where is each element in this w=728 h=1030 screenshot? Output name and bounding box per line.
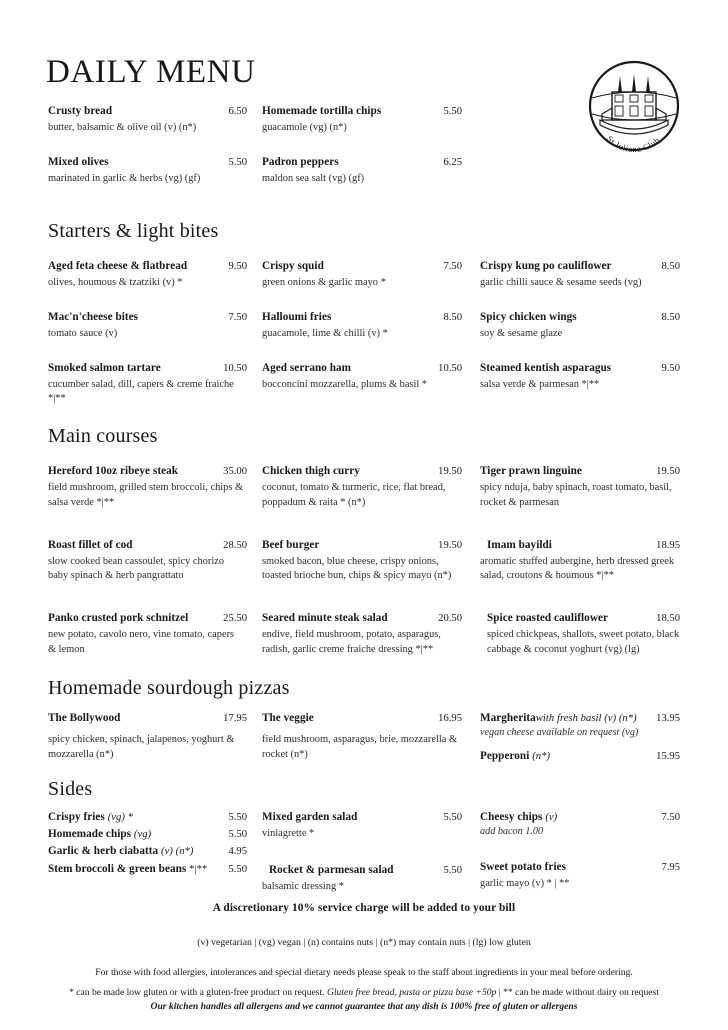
menu-item (262, 810, 462, 842)
dish-price: 5.50 (443, 864, 462, 876)
pizzas-column-1 (48, 711, 247, 776)
menu-item (48, 259, 247, 291)
dish-description: garlic mayo (v) * | ** (480, 878, 570, 889)
menu-item (48, 611, 247, 658)
menu-item (48, 104, 247, 136)
dish-name-suffix: (vg) * (107, 812, 134, 823)
dish-name-suffix: *|** (189, 863, 208, 875)
dish-description: salsa verde & parmesan *|** (480, 378, 600, 390)
dish-price: 19.50 (656, 466, 680, 477)
menu-item (48, 155, 247, 187)
dish-description: bocconcini mozzarella, plums & basil * (262, 378, 428, 390)
menu-item (480, 310, 680, 342)
dish-description: new potato, cavolo nero, vine tomato, capers & lemon (48, 629, 235, 655)
gf-italic: Gluten free bread, pasta or pizza base +50p (326, 987, 497, 998)
menu-item (262, 310, 462, 342)
starters-column-2 (262, 259, 462, 405)
dish-name: Aged serrano ham (262, 361, 352, 374)
dish-description: smoked bacon, blue cheese, crispy onions, toasted brioche bun, chips & spicy mayo (n*) (262, 555, 452, 582)
menu-item (48, 310, 247, 342)
pizzas-column-3 (480, 711, 680, 776)
dish-name: Mixed garden salad (262, 811, 358, 823)
dish-name: Homemade tortilla chips (262, 105, 382, 117)
mains-column-2 (262, 464, 462, 671)
menu-item (262, 361, 462, 393)
dish-subnote: add bacon 1.00 (480, 826, 544, 838)
dish-name-main: Cheesy chips (480, 811, 543, 823)
menu-item (480, 611, 680, 658)
dish-price: 35.00 (223, 466, 247, 477)
menu-footer (0, 902, 728, 1012)
dish-price: 7.50 (661, 812, 680, 823)
dish-description: olives, houmous & tzatziki (v) * (48, 277, 183, 288)
dish-name: Halloumi fries (262, 310, 332, 323)
dish-price: 5.50 (228, 156, 247, 168)
dish-name (480, 810, 563, 824)
dish-price: 19.50 (438, 466, 462, 477)
menu-item (262, 611, 462, 658)
dish-price: 8.50 (443, 311, 462, 323)
dish-price: 15.95 (656, 751, 680, 762)
menu-item (48, 810, 247, 824)
dish-price: 7.50 (228, 311, 247, 323)
dish-description: spicy nduja, baby spinach, roast tomato, basil, rocket & parmesan (480, 482, 672, 508)
snacks-column-2 (262, 104, 462, 200)
menu-item (48, 844, 247, 858)
menu-item (48, 862, 247, 876)
dish-description: cucumber salad, dill, capers & creme fraiche *|** (48, 378, 234, 405)
dish-name-suffix: (vg) (133, 829, 152, 841)
dish-price: 7.95 (661, 862, 680, 873)
dish-description: marinated in garlic & herbs (vg) (gf) (48, 172, 201, 184)
service-charge-note: A discretionary 10% service charge will be added to your bill (212, 902, 516, 914)
dish-description: soy & sesame glaze (480, 327, 563, 339)
dish-name: Tiger prawn linguine (480, 465, 582, 477)
dish-name: Rocket & parmesan salad (269, 863, 394, 876)
menu-item (48, 827, 247, 841)
dish-name: The Bollywood (48, 712, 121, 724)
dish-name: The veggie (262, 712, 314, 724)
menu-item (480, 749, 680, 763)
dish-description: maldon sea salt (vg) (gf) (262, 172, 365, 184)
dish-description: guacamole, lime & chilli (v) * (262, 327, 388, 339)
dish-price: 10.50 (223, 362, 247, 374)
section-heading-sides: Sides (48, 778, 93, 800)
dish-description: field mushroom, grilled stem broccoli, chips & salsa verde *|** (48, 482, 244, 508)
dish-name: Steamed kentish asparagus (480, 361, 612, 374)
menu-item (262, 104, 462, 136)
menu-item (480, 361, 680, 393)
dish-price: 10.50 (438, 362, 462, 374)
dish-price: 5.50 (443, 812, 462, 823)
menu-item (48, 711, 247, 763)
mains-column-3 (480, 464, 680, 671)
sides-column-3 (480, 810, 680, 905)
dish-name: Seared minute steak salad (262, 612, 388, 625)
menu-item (480, 860, 680, 892)
snacks-column-1 (48, 104, 247, 200)
dish-price: 7.50 (443, 261, 462, 272)
dish-price: 5.50 (228, 829, 247, 841)
menu-item (262, 155, 462, 187)
dish-description: butter, balsamic & olive oil (v) (n*) (48, 122, 197, 133)
dish-name: Imam bayildi (487, 538, 552, 551)
dish-name-main: Homemade chips (48, 828, 132, 841)
dish-price: 16.95 (438, 713, 462, 724)
dish-price: 28.50 (223, 539, 247, 551)
starters-column-1 (48, 259, 247, 420)
dish-price: 9.50 (661, 362, 680, 374)
starters-column-3 (480, 259, 680, 405)
dish-name (48, 827, 157, 841)
gf-prefix: * can be made low gluten or with a gluten-free product on request. (69, 987, 325, 998)
dish-name (48, 844, 199, 858)
dish-name (480, 711, 643, 725)
dish-description: guacamole (vg) (n*) (262, 122, 347, 133)
dish-price: 6.25 (443, 156, 462, 168)
menu-item (262, 259, 462, 291)
dish-price: 5.50 (228, 812, 247, 823)
dietary-key-line: (v) vegetarian | (vg) vegan | (n) contains nuts | (n*) may contain nuts | (lg) low gluten (197, 937, 531, 948)
menu-item (48, 361, 247, 408)
dish-name: Aged feta cheese & flatbread (48, 260, 188, 272)
dish-name-main: Stem broccoli & green beans (48, 862, 187, 875)
dish-price: 17.95 (223, 713, 247, 724)
dish-name: Crusty bread (48, 105, 113, 117)
dish-description: slow cooked bean cassoulet, spicy chorizo baby spinach & herb pangrattato (48, 555, 225, 582)
menu-item (48, 538, 247, 585)
dish-name: Crispy kung po cauliflower (480, 260, 612, 272)
dish-name: Roast fillet of cod (48, 538, 133, 551)
dish-name-main: Garlic & herb ciabatta (48, 845, 159, 858)
dish-price: 4.95 (228, 846, 247, 858)
dish-name (48, 862, 213, 876)
dish-description: endive, field mushroom, potato, asparagus, radish, garlic creme fraiche dressing *|** (262, 629, 441, 655)
dish-name: Mixed olives (48, 155, 109, 168)
sides-column-1 (48, 810, 247, 879)
dish-description: viniagrette * (262, 828, 315, 839)
dish-name-suffix: (v) (545, 812, 558, 823)
dish-price: 8.50 (661, 261, 680, 272)
dish-subnote: vegan cheese available on request (vg) (480, 727, 639, 739)
dish-name: Smoked salmon tartare (48, 361, 161, 374)
menu-item (262, 711, 462, 763)
dish-price: 6.50 (228, 106, 247, 117)
logo-text: St Juliana Club (604, 133, 662, 155)
dish-name (48, 810, 139, 824)
dish-name: Spicy chicken wings (480, 310, 577, 323)
dish-price: 9.50 (228, 261, 247, 272)
dish-name: Hereford 10oz ribeye steak (48, 465, 179, 477)
dish-description: aromatic stuffed aubergine, herb dressed greek salad, croutons & houmous *|** (480, 555, 675, 582)
section-heading-starters: Starters & light bites (48, 220, 219, 242)
dish-description: spiced chickpeas, shallots, sweet potato, black cabbage & coconut yoghurt (vg) (lg) (487, 629, 680, 655)
dish-name-suffix: (n*) (532, 751, 551, 762)
gf-suffix: | ** can be made without dairy on request (498, 987, 659, 998)
dish-description: garlic chilli sauce & sesame seeds (vg) (480, 277, 642, 288)
dish-name: Panko crusted pork schnitzel (48, 612, 189, 625)
mains-column-1 (48, 464, 247, 671)
menu-item (262, 464, 462, 511)
menu-item (480, 711, 680, 740)
dish-price: 8.50 (661, 311, 680, 323)
menu-item (262, 538, 462, 585)
dish-name: Spice roasted cauliflower (487, 612, 608, 625)
menu-item (480, 538, 680, 585)
snacks-section (0, 104, 728, 189)
dish-price: 25.50 (223, 613, 247, 625)
dish-name: Mac'n'cheese bites (48, 310, 139, 323)
dish-description: spicy chicken, spinach, jalapenos, yoghurt & mozzarella (n*) (48, 734, 235, 760)
dish-name: Chicken thigh curry (262, 465, 360, 477)
pizzas-column-2 (262, 711, 462, 776)
dish-price: 5.50 (228, 863, 247, 875)
dish-name-suffix: with fresh basil (v) (n*) (535, 713, 637, 724)
dish-price: 20.50 (438, 613, 462, 625)
menu-item (480, 810, 680, 839)
dish-name: Crispy squid (262, 260, 324, 272)
dish-description: coconut, tomato & turmeric, rice, flat bread, poppadum & raita * (n*) (262, 482, 446, 508)
menu-item (48, 464, 247, 511)
allergy-advice-line: For those with food allergies, intolerances and special dietary needs please speak to the staff about ingredients in your meal before ordering. (95, 967, 633, 978)
dish-name: Padron peppers (262, 155, 339, 168)
dish-name-suffix: (v) (n*) (161, 846, 194, 858)
dish-description: balsamic dressing * (262, 880, 344, 892)
gluten-free-note (0, 987, 728, 998)
dish-name (480, 749, 556, 763)
dish-name-main: Pepperoni (480, 750, 530, 762)
dish-price: 18.50 (656, 613, 680, 625)
dish-name: Beef burger (262, 538, 320, 551)
menu-item (480, 259, 680, 291)
dish-description: field mushroom, asparagus, brie, mozzarella & rocket (n*) (262, 734, 458, 760)
menu-item (480, 464, 680, 511)
sides-column-2 (262, 810, 462, 908)
section-heading-mains: Main courses (48, 425, 158, 447)
dish-price: 13.95 (656, 713, 680, 724)
dish-price: 18.95 (656, 539, 680, 551)
dish-description: tomato sauce (v) (48, 327, 118, 339)
kitchen-allergen-note: Our kitchen handles all allergens and we cannot guarantee that any dish is 100% free of gluten or allergens (150, 1001, 578, 1012)
dish-name-main: Margherita (480, 712, 536, 724)
menu-item (262, 863, 462, 895)
dish-name: Sweet potato fries (480, 861, 567, 873)
dish-name-main: Crispy fries (48, 811, 105, 823)
section-heading-pizzas: Homemade sourdough pizzas (48, 677, 290, 699)
dish-price: 19.50 (438, 539, 462, 551)
page-title: DAILY MENU (46, 54, 256, 90)
dish-description: green onions & garlic mayo * (262, 277, 386, 288)
dish-price: 5.50 (443, 106, 462, 117)
